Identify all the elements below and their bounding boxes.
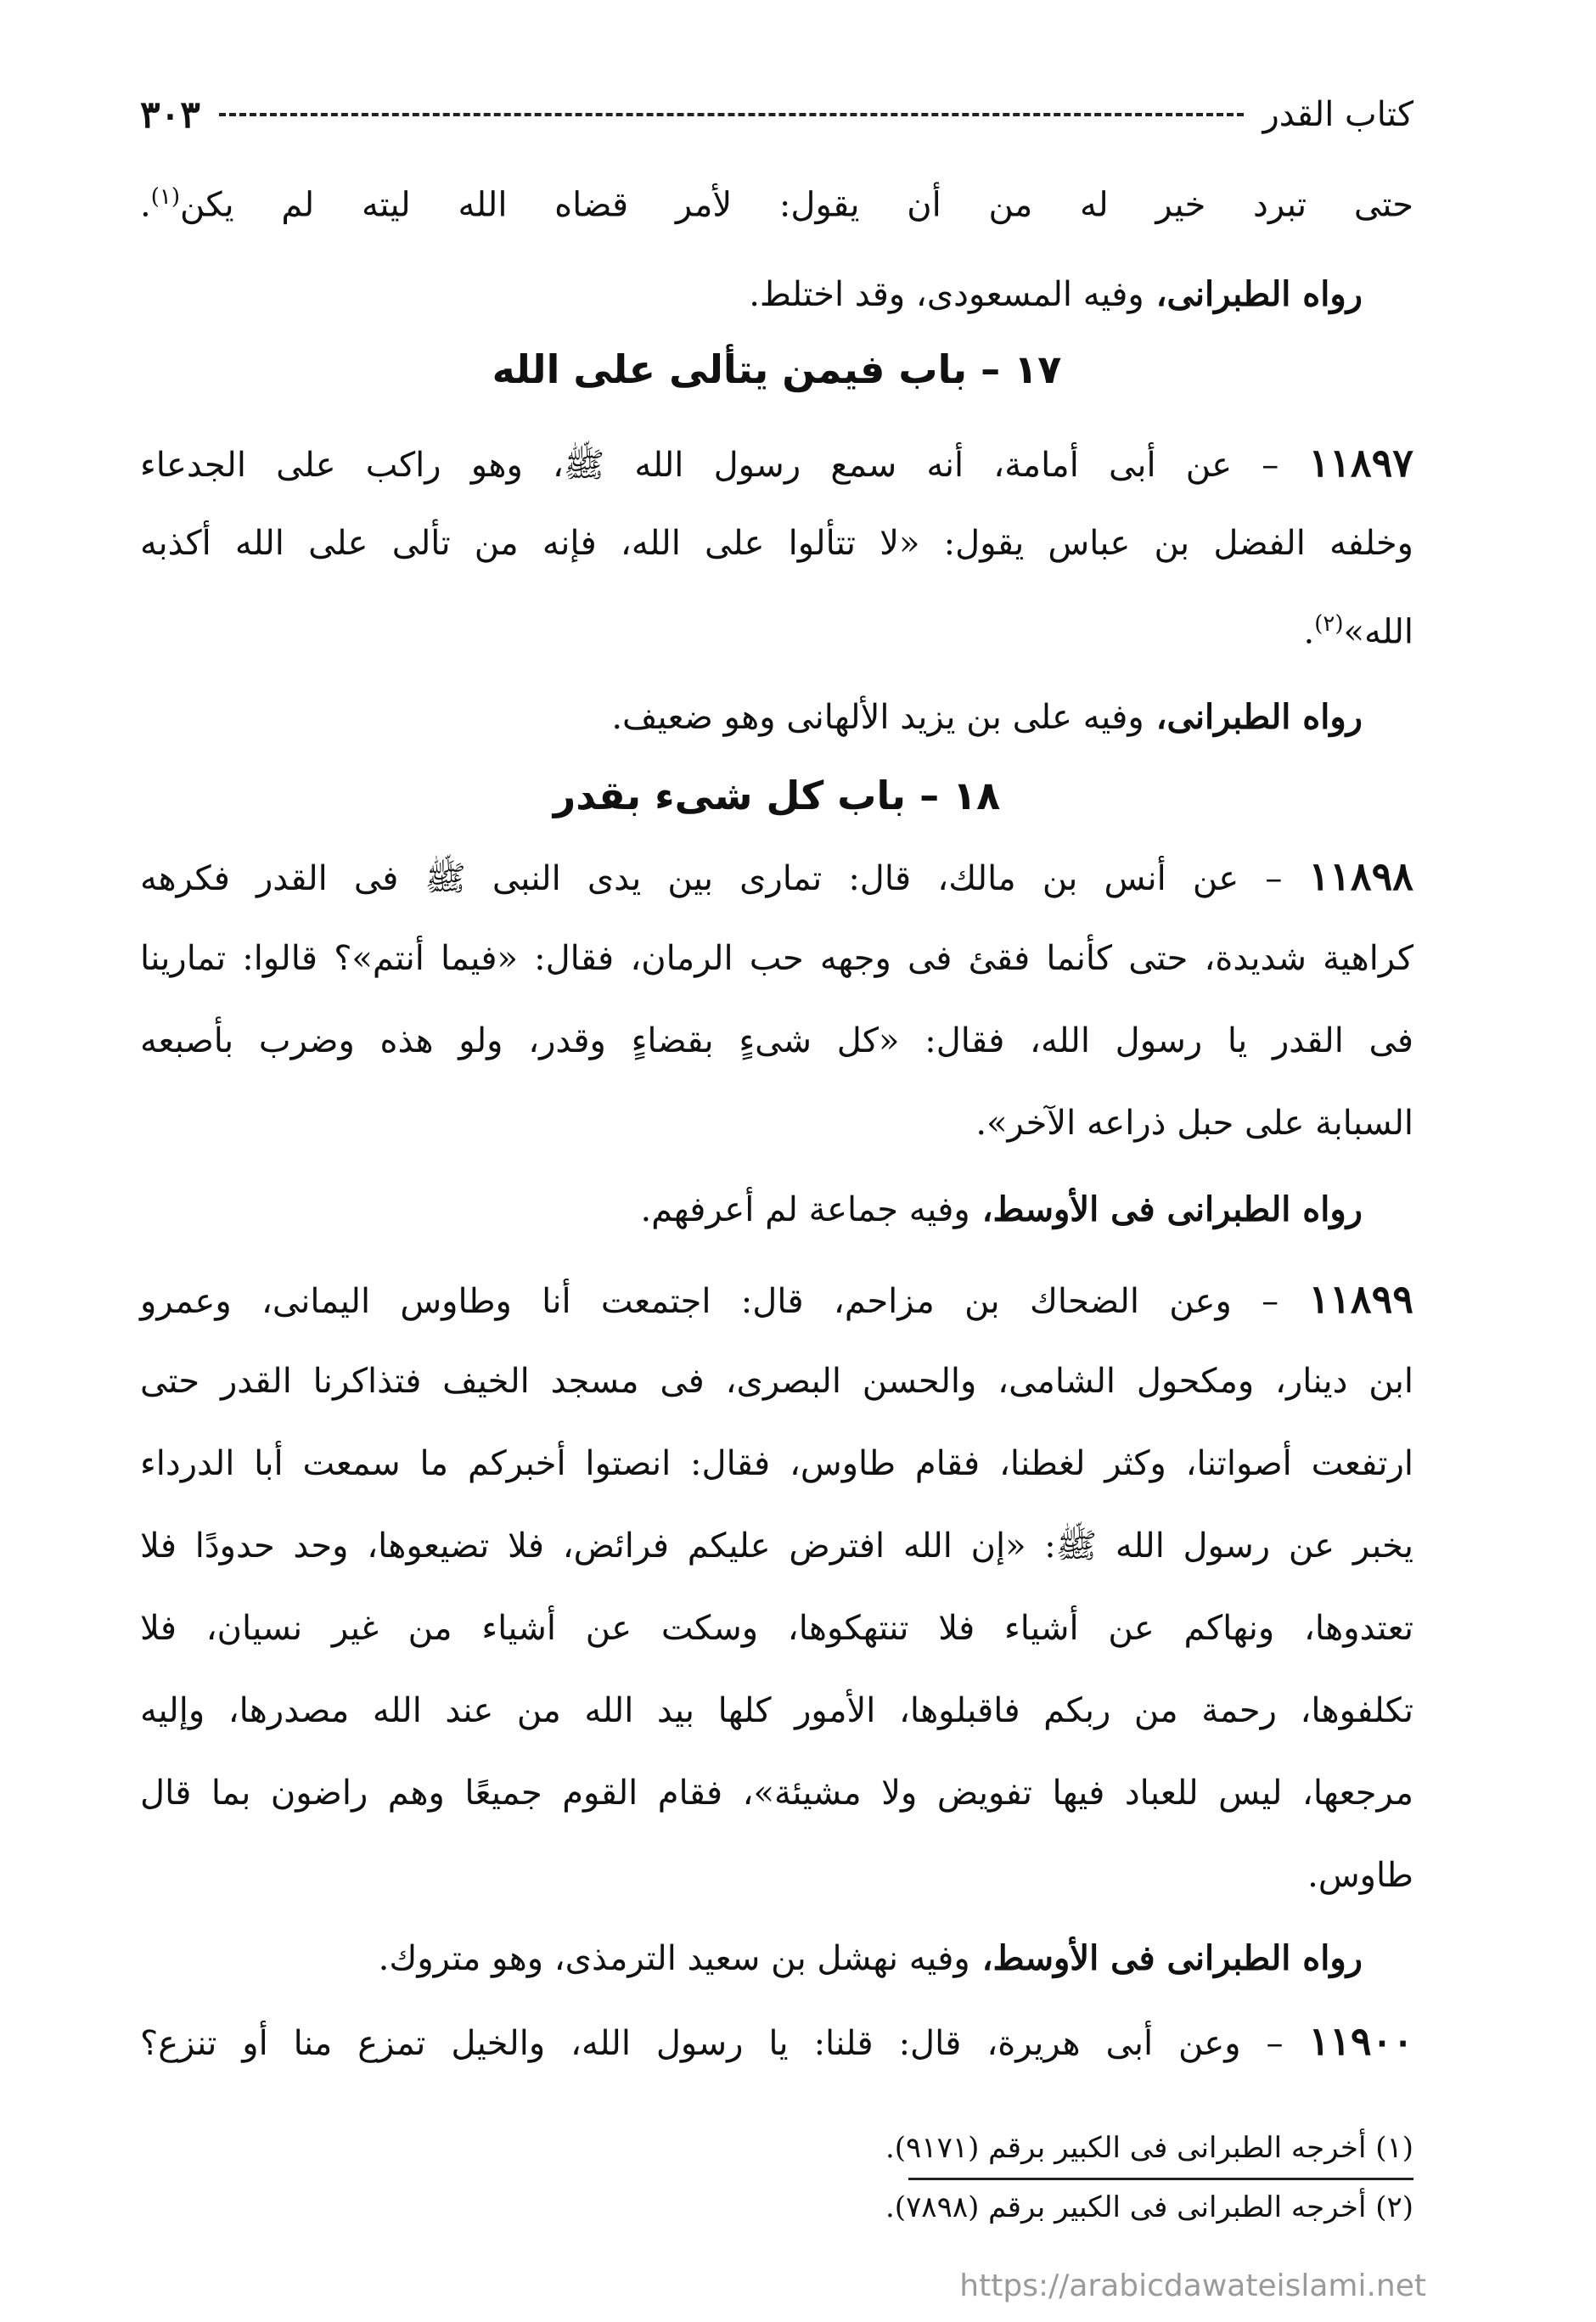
text-line xyxy=(140,499,1413,588)
text-line xyxy=(140,1420,1413,1508)
text-line xyxy=(140,997,1413,1085)
source-label: رواه الطبرانى فى الأوسط، xyxy=(969,1189,1363,1229)
page-number: ٣٠٣ xyxy=(140,93,200,137)
line-text: السبابة على حبل ذراعه الآخر». xyxy=(975,1104,1413,1143)
hadith-number: ١١٨٩٧ xyxy=(1308,440,1413,486)
line-text: وفيه على بن يزيد الألهانى وهو ضعيف. xyxy=(611,698,1144,737)
text-line xyxy=(140,1997,1413,2085)
footnote-ref: (١) xyxy=(150,184,180,210)
hadith-number: ١١٨٩٨ xyxy=(1308,853,1413,899)
chapter-heading: ١٨ – باب كل شىء بقدر xyxy=(553,773,1001,818)
line-text: الله» xyxy=(1343,612,1413,652)
line-text: تعتدوها، ونهاكم عن أشياء فلا تنتهكوها، وسكت عن أشياء من غير نسيان، فلا xyxy=(140,1609,1413,1648)
hadith-number: ١١٩٠٠ xyxy=(1308,2018,1413,2064)
line-text: حتى تبرد خير له من أن يقول: لأمر قضاه الله ليته لم يكن xyxy=(180,185,1413,225)
footnote-ref: (٢) xyxy=(1314,611,1344,637)
page-header xyxy=(140,85,1413,144)
text-line xyxy=(140,673,1413,762)
line-text: فى القدر يا رسول الله، فقال: «كل شىءٍ بقضاءٍ وقدر، ولو هذه وضرب بأصبعه xyxy=(140,1021,1413,1060)
line-text: وفيه المسعودى، وقد اختلط. xyxy=(749,275,1144,314)
line-end: . xyxy=(1303,612,1315,652)
text-line xyxy=(140,1502,1413,1590)
text-line xyxy=(140,1749,1413,1837)
line-end: . xyxy=(140,185,151,225)
line-text: ابن دينار، ومكحول الشامى، والحسن البصرى، فى مسجد الخيف فتذاكرنا القدر حتى xyxy=(140,1362,1413,1401)
line-text: وفيه نهشل بن سعيد الترمذى، وهو متروك. xyxy=(378,1939,970,1978)
line-text: كراهية شديدة، حتى كأنما فقئ فى وجهه حب الرمان، فقال: «فيما أنتم»؟ قالوا: تمارينا xyxy=(140,939,1413,978)
line-text: – وعن أبى هريرة، قال: قلنا: يا رسول الله، والخيل تمزع منا أو تنزع؟ xyxy=(140,2024,1309,2063)
text-line xyxy=(140,1584,1413,1673)
line-text: تكلفوها، رحمة من ربكم فاقبلوها، الأمور كلها بيد الله من عند الله مصدرها، وإليه xyxy=(140,1691,1413,1730)
line-text: – عن أبى أمامة، أنه سمع رسول الله ﷺ، وهو راكب على الجدعاء xyxy=(140,446,1309,485)
line-text: طاوس. xyxy=(1307,1856,1413,1895)
watermark-url: https://arabicdawateislami.net xyxy=(959,2269,1426,2303)
text-line xyxy=(140,419,1413,507)
hadith-number: ١١٨٩٩ xyxy=(1308,1276,1414,1322)
text-line xyxy=(140,1079,1413,1167)
footnote: (٢) أخرجه الطبرانى فى الكبير برقم (٧٨٩٨). xyxy=(885,2190,1413,2224)
footnote: (١) أخرجه الطبرانى فى الكبير برقم (٩١٧١). xyxy=(885,2131,1413,2165)
text-line xyxy=(140,1667,1413,1755)
book-title: كتاب القدر xyxy=(1262,95,1413,134)
chapter-heading: ١٧ – باب فيمن يتألى على الله xyxy=(492,346,1062,392)
text-line xyxy=(140,580,1413,668)
line-text: يخبر عن رسول الله ﷺ: «إن الله افترض عليكم فرائض، فلا تضيعوها، وحد حدودًا فلا xyxy=(140,1526,1413,1566)
line-text: مرجعها، ليس للعباد فيها تفويض ولا مشيئة»، فقام القوم جميعًا وهم راضون بما قال xyxy=(140,1774,1413,1813)
line-text: – عن أنس بن مالك، قال: تمارى بين يدى النبى ﷺ فى القدر فكرهه xyxy=(140,859,1309,898)
line-text: وخلفه الفضل بن عباس يقول: «لا تتألوا على الله، فإنه من تألى على الله أكذبه xyxy=(140,524,1414,563)
line-text: وفيه جماعة لم أعرفهم. xyxy=(640,1190,970,1229)
header-dashed-rule xyxy=(219,113,1245,116)
source-label: رواه الطبرانى، xyxy=(1144,274,1363,314)
text-line xyxy=(140,832,1413,920)
text-line xyxy=(140,1914,1413,2003)
text-line xyxy=(140,914,1413,1003)
line-text: ارتفعت أصواتنا، وكثر لغطنا، فقام طاوس، فقال: انصتوا أخبركم ما سمعت أبا الدرداء xyxy=(140,1444,1413,1483)
line-text: – وعن الضحاك بن مزاحم، قال: اجتمعت أنا وطاوس اليمانى، وعمرو xyxy=(140,1282,1309,1321)
text-line xyxy=(140,1337,1413,1425)
text-line xyxy=(140,1255,1413,1343)
text-line xyxy=(140,153,1413,241)
source-label: رواه الطبرانى، xyxy=(1144,697,1363,737)
text-line xyxy=(140,1831,1413,1920)
text-line xyxy=(140,1166,1413,1254)
source-label: رواه الطبرانى فى الأوسط، xyxy=(969,1938,1363,1978)
